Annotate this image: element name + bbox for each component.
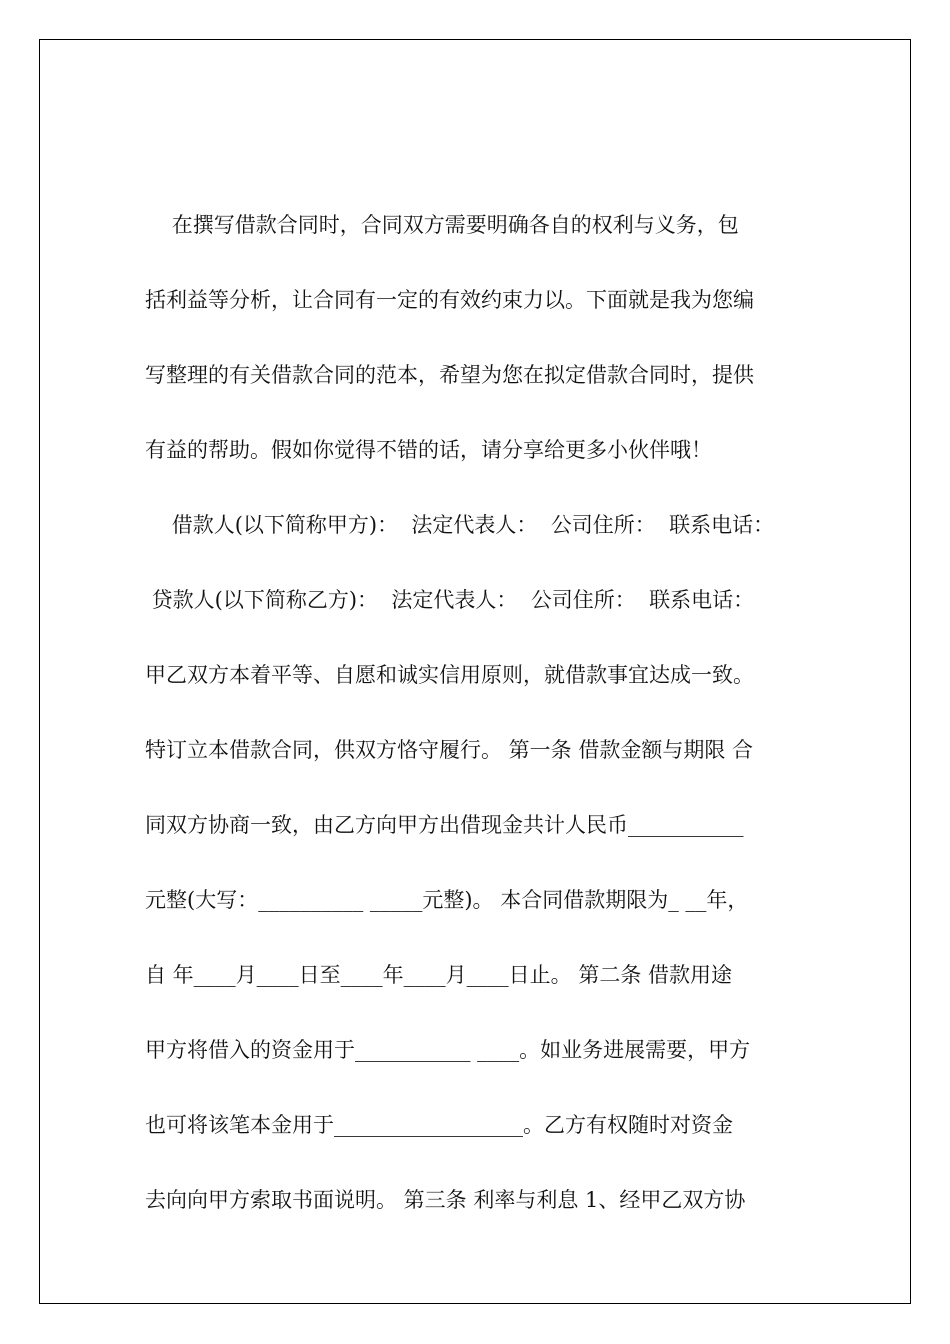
text-line: 同双方协商一致，由乙方向甲方出借现金共计人民币___________	[145, 813, 744, 837]
text-line: 特订立本借款合同，供双方恪守履行。 第一条 借款金额与期限 合	[145, 738, 754, 762]
text-line: 也可将该笔本金用于__________________。乙方有权随时对资金	[145, 1113, 733, 1137]
text-line: 借款人(以下简称甲方)： 法定代表人： 公司住所： 联系电话：	[145, 513, 775, 537]
text-line: 元整(大写：__________ _____元整)。 本合同借款期限为_ __年，	[145, 888, 749, 912]
text-line: 在撰写借款合同时，合同双方需要明确各自的权利与义务，包	[145, 213, 739, 237]
text-line: 去向向甲方索取书面说明。 第三条 利率与利息 1、经甲乙双方协	[145, 1188, 746, 1212]
text-line: 写整理的有关借款合同的范本，希望为您在拟定借款合同时，提供	[145, 363, 754, 387]
text-line: 有益的帮助。假如你觉得不错的话，请分享给更多小伙伴哦！	[145, 438, 712, 462]
text-line: 贷款人(以下简称乙方)： 法定代表人： 公司住所： 联系电话：	[145, 588, 755, 612]
text-line: 甲乙双方本着平等、自愿和诚实信用原则，就借款事宜达成一致。	[145, 663, 754, 687]
text-line: 甲方将借入的资金用于___________ ____。如业务进展需要，甲方	[145, 1038, 751, 1062]
text-line: 括利益等分析，让合同有一定的有效约束力以。下面就是我为您编	[145, 288, 754, 312]
text-line: 自 年____月____日至____年____月____日止。 第二条 借款用途	[145, 963, 733, 987]
